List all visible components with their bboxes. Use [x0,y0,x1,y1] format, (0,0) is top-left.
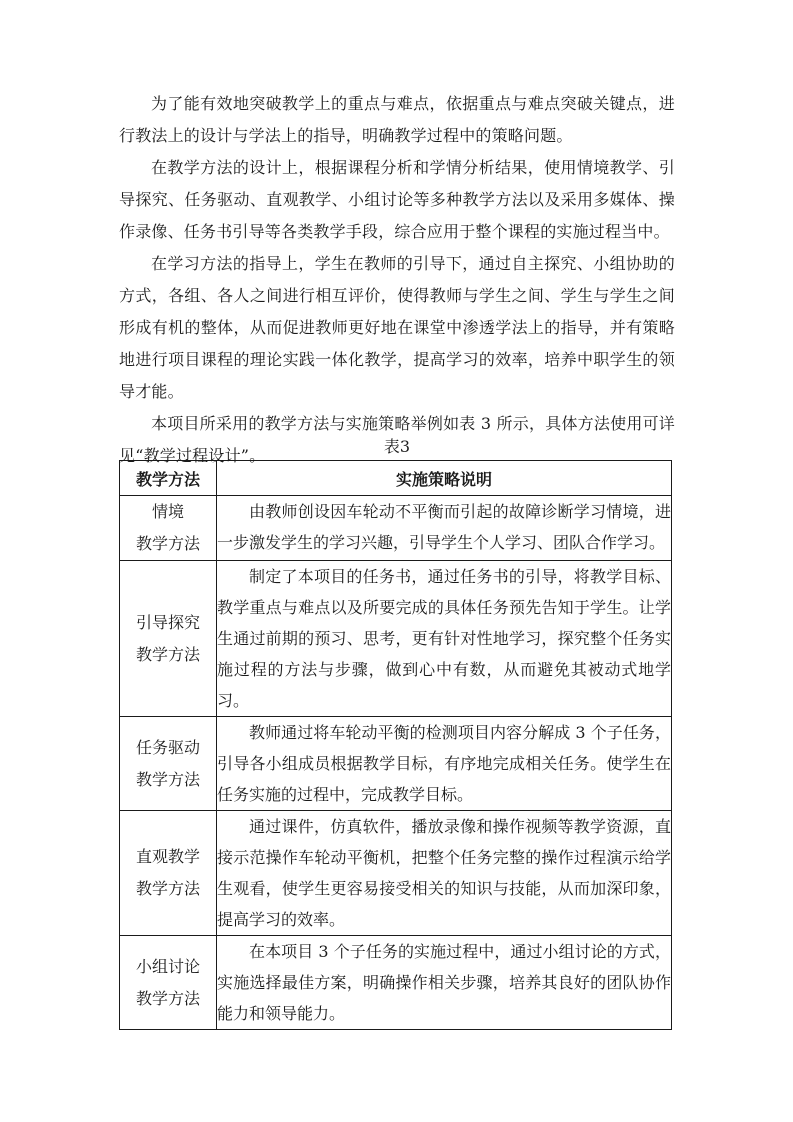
paragraph-intro: 为了能有效地突破教学上的重点与难点，依据重点与难点突破关键点，进行教法上的设计与学法上的指导，明确教学过程中的策略问题。 [119,94,675,145]
description-cell: 制定了本项目的任务书，通过任务书的引导，将教学目标、教学重点与难点以及所要完成的具体任务预先告知于学生。让学生通过前期的预习、思考，更有针对性地学习，探究整个任务实施过程的方法与步骤，做到心中有数，从而避免其被动式地学习。 [217,561,672,717]
method-name: 直观教学 [135,847,200,866]
paragraph-table-reference: 本项目所采用的教学方法与实施策略举例如表 3 所示，具体方法使用可详见“教学过程设计”。 [119,414,675,465]
body-text [119,88,675,472]
paragraph-learning-methods: 在学习方法的指导上，学生在教师的引导下，通过自主探究、小组协助的方式，各组、各人之间进行相互评价，使得教师与学生之间、学生与学生之间形成有机的整体，从而促进教师更好地在课堂中渗透学法上的指导，并有策略地进行项目课程的理论实践一体化教学，提高学习的效率，培养中职学生的领导才能。 [119,254,675,401]
description-cell: 通过课件，仿真软件，播放录像和操作视频等教学资源，直接示范操作车轮动平衡机，把整个任务完整的操作过程演示给学生观看，使学生更容易接受相关的知识与技能，从而加深印象，提高学习的效率。 [217,811,672,936]
method-suffix: 教学方法 [135,879,200,898]
method-name: 任务驱动 [135,737,200,757]
header-description: 实施策略说明 [217,461,672,496]
method-cell [120,717,217,811]
table-row [120,561,672,717]
method-name: 引导探究 [135,612,200,632]
table-row [120,717,672,811]
table-header-row [120,461,672,496]
description-cell: 教师通过将车轮动平衡的检测项目内容分解成 3 个子任务，引导各小组成员根据教学目标，有序地完成相关任务。使学生在任务实施的过程中，完成教学目标。 [217,717,672,811]
description-cell: 由教师创设因车轮动不平衡而引起的故障诊断学习情境，进一步激发学生的学习兴趣，引导学生个人学习、团队合作学习。 [217,496,672,561]
description-cell: 在本项目 3 个子任务的实施过程中，通过小组讨论的方式，实施选择最佳方案，明确操作相关步骤，培养其良好的团队协作能力和领导能力。 [217,936,672,1030]
method-suffix: 教学方法 [135,534,200,553]
paragraph-teaching-methods: 在教学方法的设计上，根据课程分析和学情分析结果，使用情境教学、引导探究、任务驱动、直观教学、小组讨论等多种教学方法以及采用多媒体、操作录像、任务书引导等各类教学手段，综合应用于整个课程的实施过程当中。 [119,158,675,241]
method-name: 小组讨论 [135,956,200,976]
table-caption: 表3 [383,437,411,456]
method-suffix: 教学方法 [135,644,200,664]
method-name: 情境 [151,502,184,521]
method-cell [120,936,217,1030]
method-cell [120,811,217,936]
methods-table [119,460,672,1030]
method-cell [120,496,217,561]
method-suffix: 教学方法 [135,769,200,789]
method-cell [120,561,217,717]
header-method: 教学方法 [120,461,217,496]
table-row [120,811,672,936]
method-suffix: 教学方法 [135,988,200,1008]
table-row [120,496,672,561]
table-row [120,936,672,1030]
